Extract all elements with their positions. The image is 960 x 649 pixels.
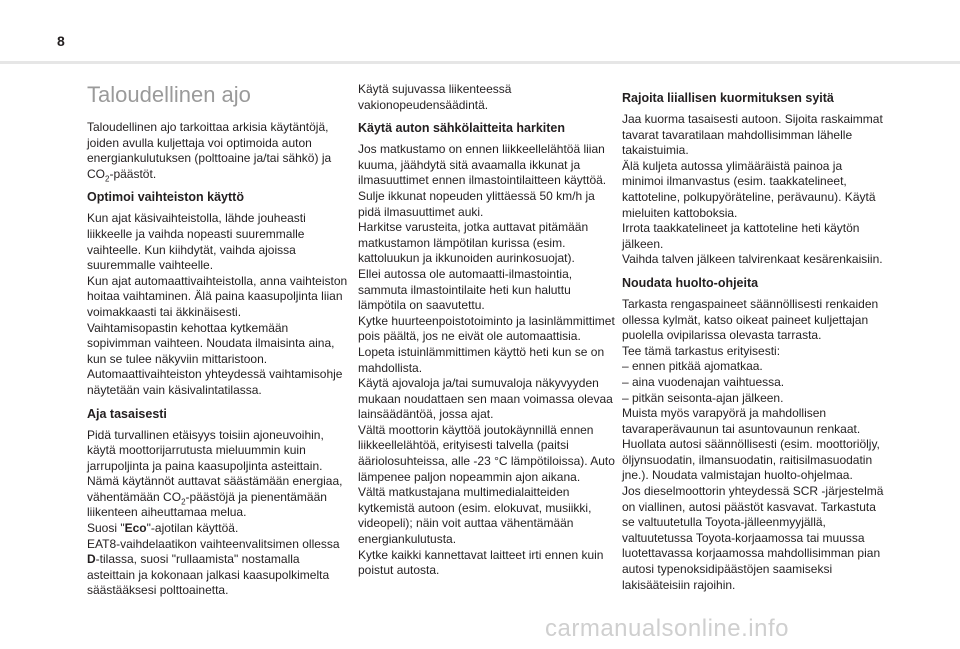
heading-gear: Optimoi vaihteiston käyttö xyxy=(87,190,244,205)
heading-calm-driving: Aja tasaisesti xyxy=(87,406,167,421)
heading-load: Rajoita liiallisen kuormituksen syitä xyxy=(622,91,834,105)
gear-paragraph: Kun ajat käsivaihteistolla, lähde jouheasti liikkeelle ja vaihda nopeasti suuremmalle vaihteelle. Kun kiihdytät, vaihda ajoissa suuremmalle vaihteelle. Kun ajat automaattivaihteistolla, anna vaihteiston hoitaa vaihtaminen. Älä paina kaasupoljinta liian voimakkaasti tai äkkinäisesti. Vaihtamisopastin kehottaa kytkemään sopivimman vaihteen. Noudata ilmaisinta aina, kun se tulee näkyviin mittaristoon. Automaattivaihteiston yhteydessä vaihtamisohje näytetään vain käsivalintatilassa. xyxy=(87,211,348,397)
column-1 xyxy=(87,82,349,599)
page-title: Taloudellinen ajo xyxy=(87,82,251,107)
service-paragraph: Tarkasta rengaspaineet säännöllisesti renkaiden ollessa kylmät, katso oikeat paineet kuljettajan puolella ovipilarissa olevasta tarrasta. Tee tämä tarkastus erityisesti: – ennen pitkää ajomatkaa. – aina vuodenajan vaihtuessa. – pitkän seisonta-ajan jälkeen. Muista myös varapyörä ja mahdollisen tavaraperävaunun tai asuntovaunun renkaat. Huollata autosi säännöllisesti (esim. moottoriöljy, öljynsuodatin, ilmansuodatin, raitisilmasuodatin jne.). Noudata valmistajan huolto-ohjelmaa. Jos dieselmoottorin yhteydessä SCR -järjestelmä on viallinen, autosi päästöt kasvavat. Tarkastuta se valtuutetulla Toyota-jälleenmyyjällä, valtuutetussa Toyota-korjaamossa tai muussa luotettavassa korjaamossa mahdollisimman pian autosi typenoksidipäästöjen saamiseksi lakisääteisiin rajoihin. xyxy=(622,296,884,592)
column-2 xyxy=(358,82,620,579)
electrics-paragraph: Jos matkustamo on ennen liikkeellelähtöä liian kuuma, jäähdytä sitä avaamalla ikkunat ja ilmasuuttimet ennen ilmastointilaitteen käyttöä. Sulje ikkunat nopeuden ylittäessä 50 km/h ja pidä ilmasuuttimet auki. Harkitse varusteita, jotka auttavat pitämään matkustamon lämpötilan kurissa (esim. kattoluukun ja ikkunoiden aurinkosuojat). Ellei autossa ole automaatti-ilmastointia, sammuta ilmastointilaite heti kun haluttu lämpötila on saavutettu. Kytke huurteenpoistotoiminto ja lasinlämmittimet pois päältä, jos ne eivät ole automaattisia. Lopeta istuinlämmittimen käyttö heti kun se on mahdollista. Käytä ajovaloja ja/tai sumuvaloja näkyvyyden mukaan noudattaen sen maan voimassa olevaa lainsäädäntöä, jossa ajat. Vältä moottorin käyttöä joutokäynnillä ennen liikkeellelähtöä, erityisesti talvella (paitsi ääriolosuhteissa, alle -23 °C lämpötiloissa). Auto lämpenee paljon nopeammin ajon aikana. Vältä matkustajana multimedialaitteiden kytkemistä autoon (esim. elokuvat, musiikki, videopeli); näin voit auttaa vähentämään energiankulutusta. Kytke kaikki kannettavat laitteet irti ennen kuin poistut autosta. xyxy=(358,142,615,578)
page-number: 8 xyxy=(57,33,65,49)
cruise-paragraph: Käytä sujuvassa liikenteessä vakionopeudensäädintä. xyxy=(358,82,512,112)
column-3 xyxy=(622,90,884,593)
heading-electrics: Käytä auton sähkölaitteita harkiten xyxy=(358,121,566,136)
eat8-paragraph: EAT8-vaihdelaatikon vaihteenvalitsimen ollessa D-tilassa, suosi "rullaamista" nostamalla asteittain ja kokonaan jalkasi kaasupolkimelta säästääksesi polttoainetta. xyxy=(87,536,340,598)
heading-service: Noudata huolto-ohjeita xyxy=(622,275,759,290)
load-paragraph: Jaa kuorma tasaisesti autoon. Sijoita raskaimmat tavarat tavaratilaan mahdollisimman lähelle takaistuimia. Älä kuljeta autossa ylimääräistä painoa ja minimoi ilmanvastus (esim. taakkatelineet, kattoteline, polkupyöräteline, perävaunu). Käytä mieluiten kattoboksia. Irrota taakkatelineet ja kattoteline heti käytön jälkeen. Vaihda talven jälkeen talvirenkaat kesärenkaisiin. xyxy=(622,112,883,267)
intro-paragraph: Taloudellinen ajo tarkoittaa arkisia käytäntöjä, joiden avulla kuljettaja voi optimoida auton energiankulutuksen (polttoaine ja/tai sähkö) ja $CO_2$-päästöt. xyxy=(87,120,332,184)
eco-paragraph: Suosi "Eco"-ajotilan käyttöä. xyxy=(87,521,239,536)
header-rule xyxy=(0,61,960,64)
calm-paragraph: Pidä turvallinen etäisyys toisiin ajoneuvoihin, käytä moottorijarrutusta mieluummin kuin jarrupoljinta ja paina kaasupoljinta asteittain. Nämä käytännöt auttavat säästämään energiaa, vähentämään $CO_2$-päästöjä ja pienentämään liikenteen aiheuttamaa melua. xyxy=(87,427,343,520)
watermark: carmanualsonline.info xyxy=(545,615,789,642)
